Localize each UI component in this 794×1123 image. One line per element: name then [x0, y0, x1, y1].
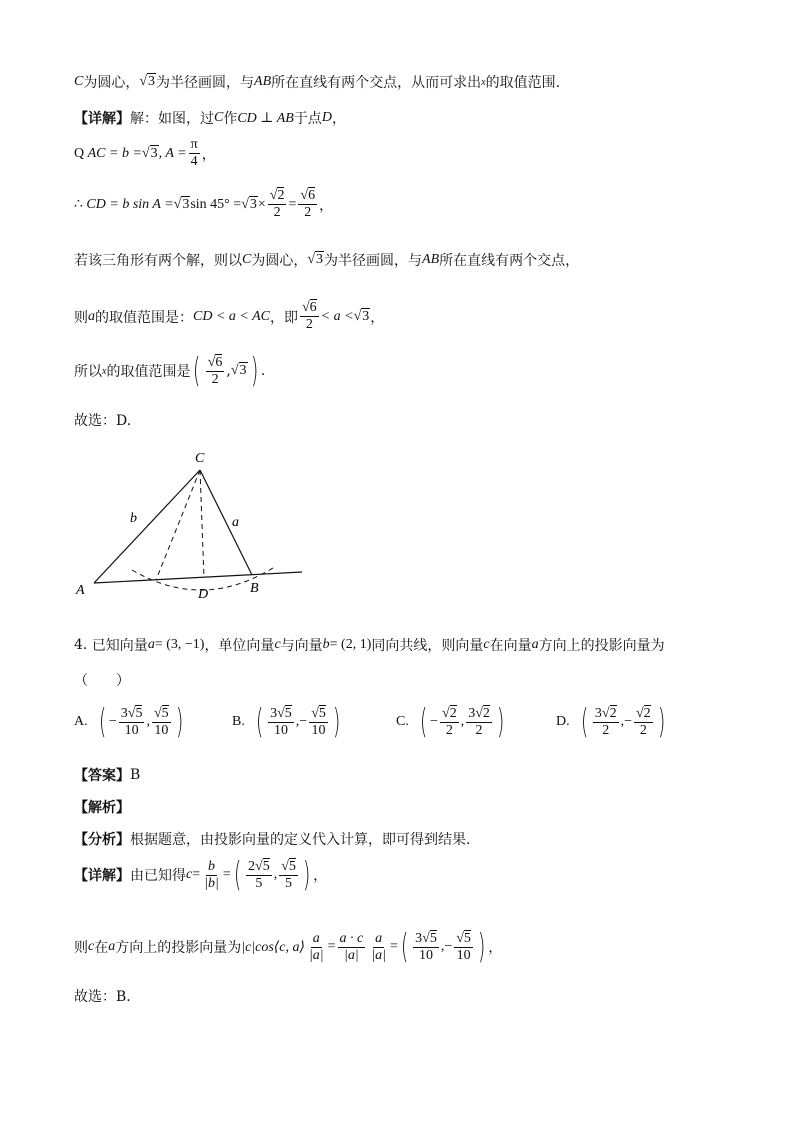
text: 为圆心， [251, 253, 308, 269]
a-over-norm-a: $\frac{a}{|a|}$ [371, 930, 386, 963]
text: 已知向量 [91, 638, 148, 654]
sign: − [299, 714, 308, 729]
b-over-norm-b: $\frac{b}{|b|}$ [204, 858, 219, 891]
left-paren: ( [233, 855, 242, 895]
equals: = [288, 196, 297, 212]
option-c[interactable]: C. ( − $\frac{√2}{2}$ , $\frac{3√2}{2}$ ) [396, 702, 505, 742]
text: 同向共线，则向量 [371, 638, 484, 654]
therefore-symbol: ∴ [74, 197, 83, 212]
text: 所在直线有两个交点，从而可求出 [271, 75, 482, 91]
question-number: 4. [74, 637, 88, 653]
vec-a: a [147, 637, 155, 652]
right-paren: ) [332, 702, 341, 742]
option-label: A. [74, 714, 88, 729]
frac-2sqrt5-5: $\frac{2√5}{5}$ [248, 858, 270, 891]
answer-blank: （ ） [74, 673, 130, 689]
frac-first: $\frac{√2}{2}$ [442, 705, 457, 738]
right-paren: ) [175, 702, 183, 742]
q-symbol: Q [74, 145, 85, 161]
sqrt-3: √3 [230, 363, 247, 378]
label-c: C [195, 451, 205, 466]
sqrt-3: √3 [307, 252, 324, 267]
projection-expr: |c|cos⟨c, a⟩ [241, 939, 305, 955]
left-paren: ( [580, 702, 588, 742]
text: 的取值范围是 [106, 364, 191, 380]
text: 所在直线有两个交点， [439, 253, 580, 269]
dashed-cd [200, 470, 204, 578]
cd-line [74, 188, 333, 221]
sqrt2-over-2: $\frac{√2}{2}$ [269, 188, 285, 220]
option-label: C. [396, 714, 409, 729]
text: 作 [223, 111, 238, 127]
answer-tag: 【答案】 [74, 768, 130, 784]
text: ，即 [269, 309, 298, 326]
vec-c: c [483, 637, 490, 652]
frac-second: $\frac{√2}{2}$ [635, 705, 651, 738]
frac-second: $\frac{3√2}{2}$ [468, 705, 490, 738]
right-paren: ) [657, 702, 665, 742]
right-paren: ) [250, 351, 258, 391]
equals: = [327, 939, 336, 954]
label-a-vertex: A [76, 583, 85, 598]
inequality: CD < a < AC [193, 308, 270, 324]
label-d: D [198, 587, 209, 602]
dashed-c-to-left [156, 470, 200, 580]
text: ， [313, 869, 328, 884]
vec-a: a [108, 939, 116, 954]
pi-over-4: $\frac{\pi}{4}$ [190, 137, 198, 169]
minus: − [444, 939, 453, 954]
cd-perp-ab: CD ⊥ AB [237, 110, 294, 126]
frac-3sqrt5-10: $\frac{3√5}{10}$ [415, 930, 437, 963]
right-paren: ) [477, 927, 486, 967]
sqrt-3: √3 [241, 196, 257, 212]
label-a-side: a [232, 515, 239, 530]
text: 方向上的投影向量为 [538, 638, 665, 654]
left-paren: ( [419, 702, 428, 742]
vec-c: c [274, 637, 281, 652]
sin45: sin 45° = [190, 196, 242, 212]
frac-second: $\frac{√5}{10}$ [153, 705, 169, 738]
frac-first: $\frac{3√2}{2}$ [594, 705, 617, 738]
text: ， [488, 941, 503, 956]
var-x: x [102, 365, 107, 377]
vec-a-value: = (3, −1) [154, 637, 205, 652]
detail3-line: 则 c 在 a 方向上的投影向量为 |c|cos⟨c, a⟩ $\frac{a}{|a|}$ = $\frac{a \cdot c}{|a|}$ $\frac{a}{|a|}$ = ( $\frac{3√5}{10}$ , − $\frac{√5}{10}$ ) ， [74, 927, 503, 967]
var-a: a [88, 308, 95, 324]
var-d: D [321, 110, 332, 125]
segment-ab: AB [422, 252, 440, 267]
text: ， [370, 309, 385, 326]
left-paren: ( [255, 702, 264, 742]
sqrt-3: √3 [141, 145, 158, 161]
sign: − [430, 714, 439, 729]
choose-line-1: 故选：D. [74, 413, 132, 429]
option-label: B. [232, 714, 245, 729]
left-paren: ( [193, 351, 201, 391]
range-line [74, 300, 384, 333]
text: 解：如图，过 [130, 111, 214, 127]
equals: = [192, 867, 201, 882]
answer-value: B [130, 767, 141, 783]
sqrt6-over-2: $\frac{√6}{2}$ [301, 300, 317, 332]
text: 方向上的投影向量为 [115, 940, 242, 956]
text: 为半径画圆，与 [324, 253, 423, 269]
detail2-line [74, 855, 328, 895]
frac-sqrt5-10: $\frac{√5}{10}$ [456, 930, 471, 963]
equals: = [389, 939, 398, 954]
text: 的取值范围是： [95, 309, 193, 326]
inequality: < a < [320, 308, 354, 324]
sqrt6-over-2: $\frac{√6}{2}$ [300, 188, 316, 220]
text: ， [201, 147, 216, 163]
text: 则 [74, 940, 88, 956]
label-b-side: b [130, 511, 137, 526]
side-ac [94, 470, 200, 583]
text: ， [319, 198, 334, 214]
frac-second: $\frac{√5}{10}$ [311, 705, 326, 738]
text: . [260, 363, 266, 379]
frac-sqrt5-5: $\frac{√5}{5}$ [281, 858, 296, 891]
text: 为圆心， [83, 75, 140, 91]
intro-line [74, 72, 560, 92]
text: 根据题意，由投影向量的定义代入计算，即可得到结果. [130, 832, 471, 848]
left-paren: ( [98, 702, 106, 742]
sqrt6-over-2: $\frac{√6}{2}$ [207, 354, 223, 387]
option-d[interactable]: D. ( $\frac{3√2}{2}$ , − $\frac{√2}{2}$ ) [556, 702, 665, 742]
option-a[interactable]: A. ( − $\frac{3√5}{10}$ , $\frac{√5}{10}$ ) [74, 702, 183, 742]
segment-ab: AB [254, 74, 272, 89]
sqrt-3: √3 [353, 308, 370, 324]
question-4 [74, 635, 665, 655]
detail-tag: 【详解】 [74, 111, 130, 127]
comma: , [226, 363, 231, 379]
a-expr: , A = [158, 145, 187, 161]
vec-a: a [531, 637, 539, 652]
var-x: x [481, 76, 486, 88]
text: 在向量 [489, 638, 532, 654]
fenxi-tag: 【分析】 [74, 832, 130, 848]
label-b-vertex: B [250, 581, 259, 596]
right-paren: ) [302, 855, 311, 895]
text: 在 [94, 940, 109, 956]
detail-tag: 【详解】 [74, 868, 130, 884]
var-c: C [242, 252, 252, 267]
comma: , [273, 867, 278, 882]
text: ，单位向量 [204, 638, 275, 654]
text: ， [331, 111, 346, 127]
text: 若该三角形有两个解，则以 [74, 253, 242, 269]
option-b[interactable]: B. ( $\frac{3√5}{10}$ , − $\frac{√5}{10}$ ) [232, 702, 341, 742]
right-paren: ) [496, 702, 505, 742]
var-c: C [214, 110, 224, 125]
option-label: D. [556, 714, 570, 729]
frac-first: $\frac{3√5}{10}$ [120, 705, 143, 738]
sign: − [108, 714, 117, 729]
text: 与向量 [280, 638, 323, 654]
a-over-norm-a: $\frac{a}{|a|}$ [308, 930, 324, 963]
line-ab [94, 572, 302, 583]
text: 为半径画圆，与 [156, 75, 255, 91]
answer-line [74, 765, 140, 785]
left-paren: ( [400, 927, 409, 967]
sqrt-3: √3 [139, 74, 156, 89]
ac-expr: AC = b = [87, 145, 142, 161]
var-c: C [74, 74, 84, 89]
detail-line [74, 108, 346, 128]
side-bc [200, 470, 252, 575]
text: 所以 [74, 364, 102, 380]
text: 则 [74, 309, 88, 326]
dot-over-norm: $\frac{a \cdot c}{|a|}$ [339, 930, 364, 963]
fenxi-line [74, 829, 470, 849]
choose-line-2: 故选：B. [74, 989, 131, 1005]
analysis-tag: 【解析】 [74, 800, 130, 816]
times: × [257, 196, 266, 212]
sqrt-3: √3 [173, 196, 190, 212]
two-solutions-line [74, 250, 579, 270]
vec-b-value: = (2, 1) [329, 637, 372, 652]
triangle-figure [70, 440, 310, 605]
vec-c: c [88, 939, 95, 954]
text: 由已知得 [130, 868, 186, 884]
frac-first: $\frac{3√5}{10}$ [270, 705, 292, 738]
text: 于点 [293, 111, 322, 127]
text: 的取值范围. [485, 75, 561, 91]
equals: = [222, 867, 231, 882]
cd-expr: CD = b sin A = [86, 196, 174, 212]
given-line [74, 137, 216, 170]
sign: − [624, 714, 632, 729]
vec-c: c [186, 867, 193, 882]
vec-b: b [322, 637, 330, 652]
x-range-line [74, 351, 266, 391]
